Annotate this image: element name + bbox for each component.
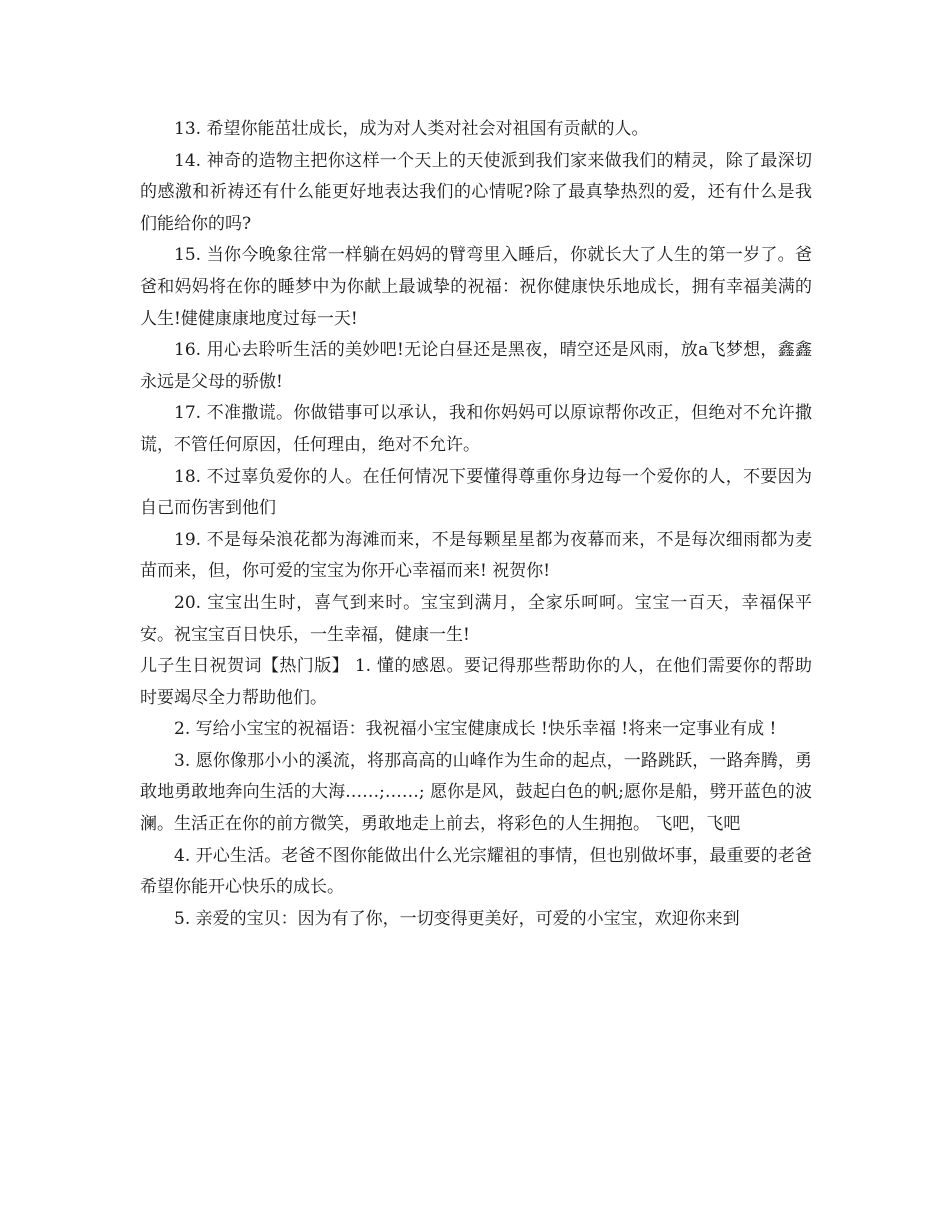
- paragraph-4: 4. 开心生活。老爸不图你能做出什么光宗耀祖的事情，但也别做坏事，最重要的老爸希望你能开心快乐的成长。: [140, 845, 812, 898]
- paragraph-5: 5. 亲爱的宝贝：因为有了你，一切变得更美好，可爱的小宝宝，欢迎你来到: [174, 908, 740, 929]
- paragraph-20: 20. 宝宝出生时，喜气到来时。宝宝到满月，全家乐呵呵。宝宝一百天，幸福保平安。祝宝宝百日快乐，一生幸福，健康一生!: [140, 592, 812, 645]
- paragraph-14: 14. 神奇的造物主把你这样一个天上的天使派到我们家来做我们的精灵，除了最深切的感激和祈祷还有什么能更好地表达我们的心情呢?除了最真挚热烈的爱，还有什么是我们能给你的吗?: [140, 150, 812, 234]
- section-heading-paragraph-1: 儿子生日祝贺词【热门版】 1. 懂的感恩。要记得那些帮助你的人，在他们需要你的帮助时要竭尽全力帮助他们。: [140, 656, 812, 708]
- paragraph-15: 15. 当你今晚象往常一样躺在妈妈的臂弯里入睡后，你就长大了人生的第一岁了。爸爸和妈妈将在你的睡梦中为你献上最诚挚的祝福：祝你健康快乐地成长，拥有幸福美满的人生!健健康康地度过每一天!: [140, 245, 812, 329]
- paragraph-19: 19. 不是每朵浪花都为海滩而来，不是每颗星星都为夜幕而来，不是每次细雨都为麦苗而来，但，你可爱的宝宝为你开心幸福而来! 祝贺你!: [140, 529, 812, 582]
- paragraph-2: 2. 写给小宝宝的祝福语：我祝福小宝宝健康成长 !快乐幸福 !将来一定事业有成 !: [174, 719, 777, 740]
- document-body: [140, 114, 812, 935]
- paragraph-3: 3. 愿你像那小小的溪流，将那高高的山峰作为生命的起点，一路跳跃，一路奔腾，勇敢地勇敢地奔向生活的大海……;……; 愿你是风，鼓起白色的帆;愿你是船，劈开蓝色的波澜。生活正在你的前方微笑，勇敢地走上前去，将彩色的人生拥抱。 飞吧，飞吧: [140, 750, 812, 835]
- paragraph-18: 18. 不过辜负爱你的人。在任何情况下要懂得尊重你身边每一个爱你的人，不要因为自己而伤害到他们: [140, 466, 812, 519]
- paragraph-13: 13. 希望你能茁壮成长，成为对人类对社会对祖国有贡献的人。: [174, 119, 649, 139]
- paragraph-17: 17. 不准撒谎。你做错事可以承认，我和你妈妈可以原谅帮你改正，但绝对不允许撒谎，不管任何原因，任何理由，绝对不允许。: [140, 403, 812, 455]
- paragraph-16: 16. 用心去聆听生活的美妙吧!无论白昼还是黑夜，晴空还是风雨，放a飞梦想，鑫鑫永远是父母的骄傲!: [140, 340, 812, 392]
